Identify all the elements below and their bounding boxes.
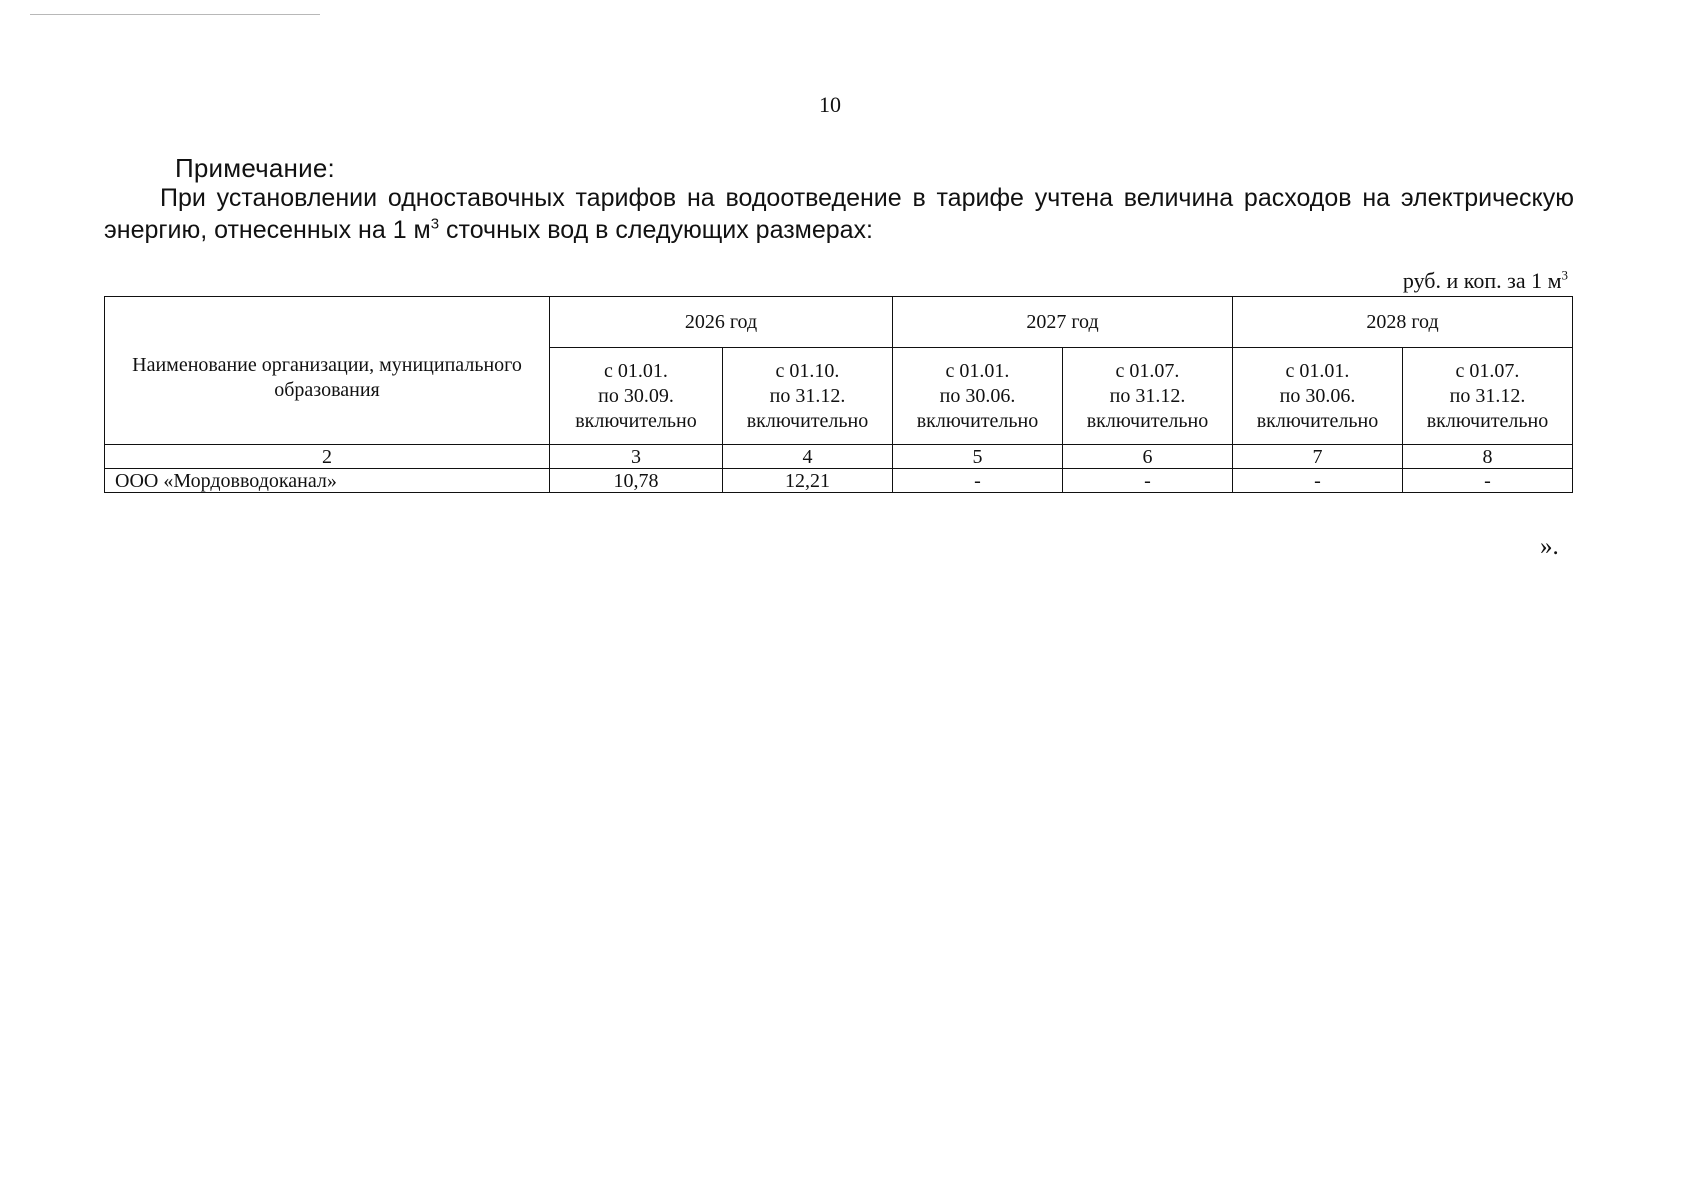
period-to: по 30.06.: [1279, 384, 1356, 407]
period-from: с 01.10.: [775, 359, 840, 382]
note-text-end: сточных вод в следующих размерах:: [439, 216, 874, 244]
year-header-2026: 2026 год: [550, 297, 893, 348]
period-from: с 01.01.: [604, 359, 668, 382]
tariff-value-cell: 12,21: [723, 469, 893, 493]
note-text-start: При установлении одноставочных тарифов на водоотведение в тарифе учтена величина расходов на электрическую энергию, отнесенных на 1 м: [104, 184, 1574, 244]
note-cubic-superscript: 3: [430, 215, 440, 233]
period-header-3: [893, 348, 1063, 445]
period-inclusive: включительно: [1426, 409, 1549, 432]
period-to: по 31.12.: [769, 384, 846, 407]
column-number: 4: [723, 445, 893, 469]
period-inclusive: включительно: [1086, 409, 1209, 432]
period-to: по 31.12.: [1449, 384, 1526, 407]
units-text: руб. и коп. за 1 м: [1402, 268, 1562, 293]
period-header-2: [723, 348, 893, 445]
period-header-4: [1063, 348, 1233, 445]
year-header-2027: 2027 год: [893, 297, 1233, 348]
period-inclusive: включительно: [916, 409, 1039, 432]
column-number: 7: [1233, 445, 1403, 469]
period-header-5: [1233, 348, 1403, 445]
table-row: [105, 469, 1573, 493]
period-to: по 30.09.: [598, 384, 674, 407]
period-from: с 01.01.: [1285, 359, 1350, 382]
column-number: 2: [105, 445, 550, 469]
column-number: 6: [1063, 445, 1233, 469]
closing-quote-mark: ».: [1540, 533, 1559, 560]
top-rule: [30, 14, 320, 15]
column-number-row: [105, 445, 1573, 469]
period-inclusive: включительно: [575, 409, 697, 432]
units-superscript: 3: [1561, 267, 1568, 283]
organization-name-cell: ООО «Мордовводоканал»: [105, 469, 550, 493]
tariff-value-cell: 10,78: [550, 469, 723, 493]
page-number: 10: [819, 92, 841, 117]
period-from: с 01.01.: [945, 359, 1010, 382]
column-number: 8: [1403, 445, 1573, 469]
period-from: с 01.07.: [1455, 359, 1520, 382]
period-to: по 31.12.: [1109, 384, 1186, 407]
year-header-2028: 2028 год: [1233, 297, 1573, 348]
tariff-value-cell: -: [1233, 469, 1403, 493]
period-to: по 30.06.: [939, 384, 1016, 407]
tariff-value-cell: -: [893, 469, 1063, 493]
period-from: с 01.07.: [1115, 359, 1180, 382]
units-label: [1403, 268, 1568, 294]
organization-column-header: Наименование организации, муниципального образования: [105, 297, 550, 445]
note-heading: Примечание:: [175, 153, 335, 183]
column-number: 3: [550, 445, 723, 469]
column-number: 5: [893, 445, 1063, 469]
period-inclusive: включительно: [746, 409, 869, 432]
period-header-6: [1403, 348, 1573, 445]
year-header-row: [105, 297, 1573, 348]
tariff-value-cell: -: [1403, 469, 1573, 493]
note-paragraph: [104, 182, 1574, 246]
tariff-value-cell: -: [1063, 469, 1233, 493]
period-header-1: [550, 348, 723, 445]
tariff-table: [104, 296, 1573, 493]
period-inclusive: включительно: [1256, 409, 1379, 432]
